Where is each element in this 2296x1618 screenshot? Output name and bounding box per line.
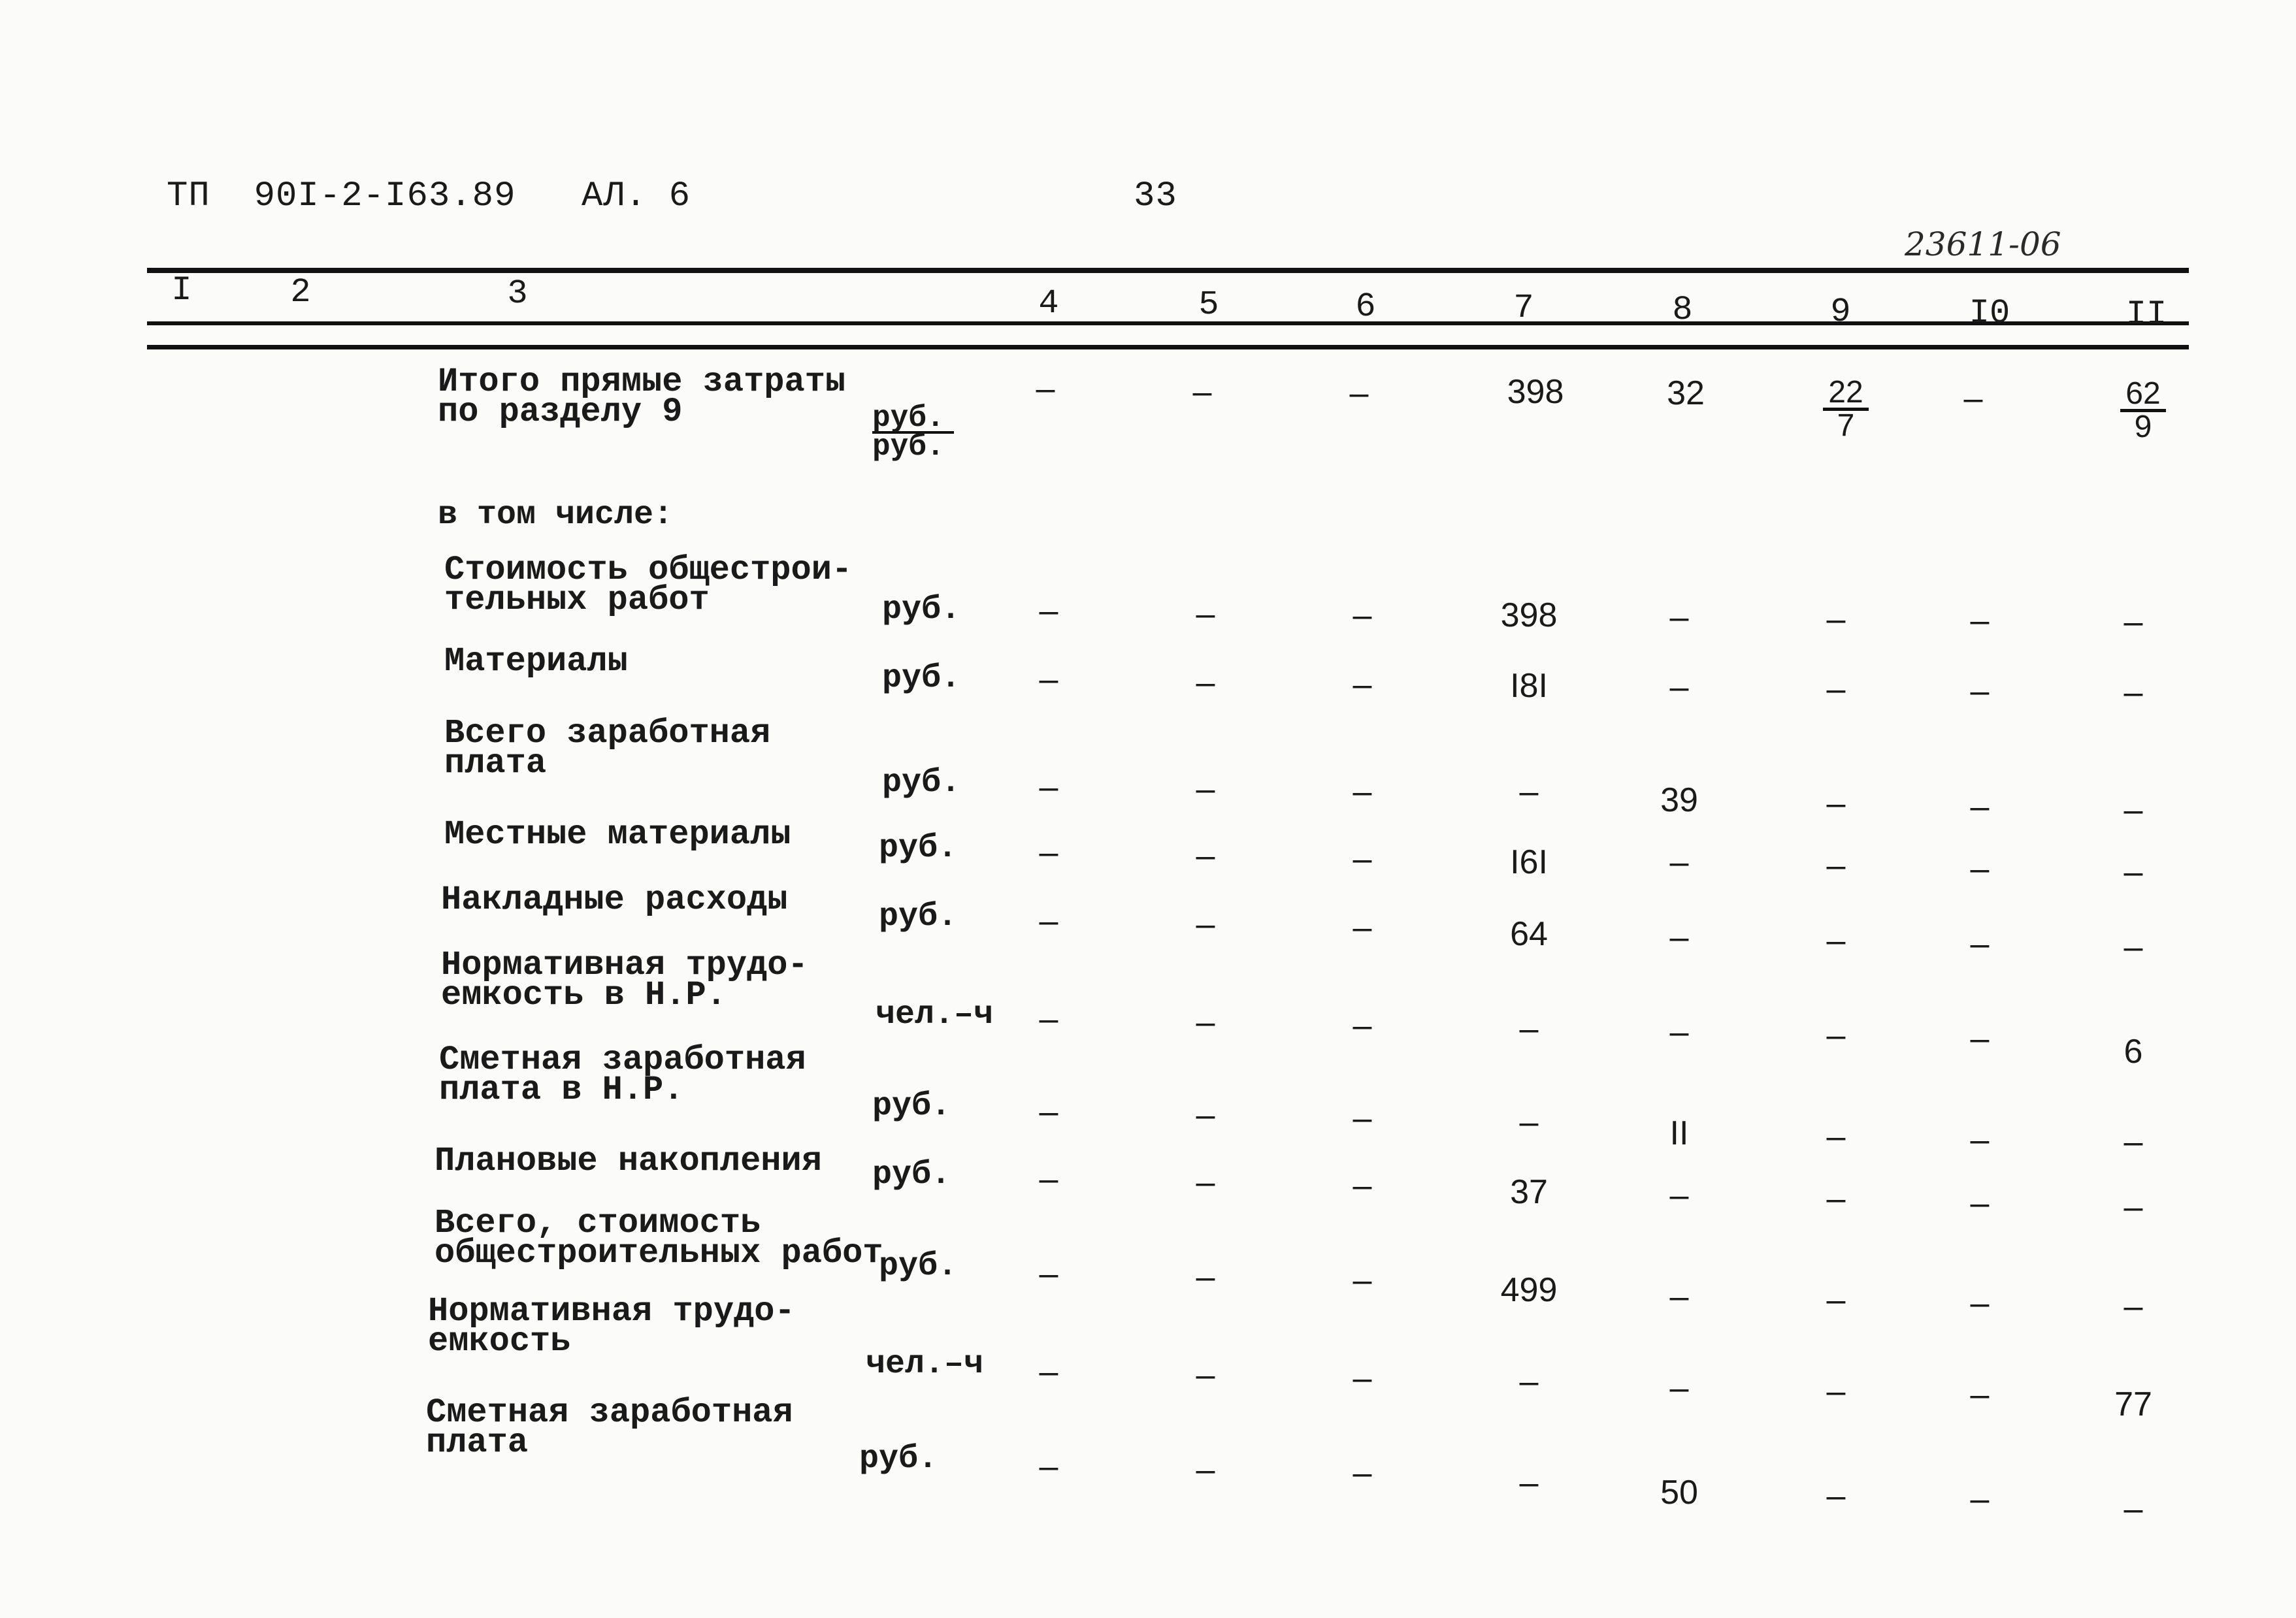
col-header-6: 6 — [1355, 287, 1376, 326]
row-description: Нормативная трудо- емкость в Н.Р. — [441, 946, 808, 1014]
cell-col4: – — [1039, 833, 1058, 871]
cell-col6: – — [1353, 1359, 1372, 1397]
cell-col4: – — [1039, 1093, 1058, 1131]
cell-col11-fraction — [2097, 376, 2189, 444]
col-header-10: I0 — [1969, 294, 2010, 332]
cell-col11: – — [2124, 603, 2143, 641]
row-description: Плановые накопления — [435, 1142, 822, 1180]
row-description: Местные материалы — [444, 815, 791, 854]
cell-col8: – — [1669, 1278, 1689, 1316]
cell-col7: – — [1519, 773, 1539, 811]
cell-col6: – — [1353, 773, 1372, 811]
cell-col11: – — [2124, 1287, 2143, 1325]
cell-col5: – — [1196, 837, 1215, 875]
cell-col8: 50 — [1660, 1474, 1698, 1512]
cell-col4: – — [1039, 902, 1058, 940]
cell-col11: – — [2124, 673, 2143, 711]
cell-col5: – — [1196, 595, 1215, 633]
cell-col6: – — [1353, 1261, 1372, 1299]
cell-col9: – — [1826, 670, 1846, 708]
cell-col7: – — [1519, 1363, 1539, 1400]
row-description: Всего заработная плата — [444, 714, 771, 783]
row-unit: чел.–ч — [866, 1346, 984, 1383]
row-unit: руб. — [859, 1440, 938, 1478]
cell-col4: – — [1039, 1000, 1058, 1038]
row-description: Сметная заработная плата — [426, 1393, 793, 1462]
row-unit: руб. — [879, 1248, 958, 1285]
cell-col8: – — [1669, 843, 1689, 881]
cell-col10: – — [1970, 602, 1990, 639]
cell-col4: – — [1039, 660, 1058, 698]
cell-col8: – — [1669, 598, 1689, 636]
cell-col5: – — [1192, 373, 1212, 411]
cell-col5: – — [1196, 770, 1215, 808]
cell-col9-fraction — [1800, 375, 1892, 443]
cell-col8: II — [1669, 1114, 1689, 1152]
cell-col6: – — [1353, 1167, 1372, 1205]
row-description: Материалы — [444, 642, 628, 681]
cell-col9: – — [1826, 847, 1846, 884]
row-unit: руб. — [872, 1088, 951, 1125]
cell-col10: – — [1970, 1480, 1990, 1518]
cell-col10: – — [1963, 380, 1983, 417]
cell-col10: – — [1970, 672, 1990, 710]
cell-col7: I8I — [1510, 667, 1548, 705]
cell-col4: – — [1039, 1160, 1058, 1198]
row-unit-fraction — [872, 401, 954, 464]
cell-col5: – — [1196, 1163, 1215, 1201]
row-description: Нормативная трудо- емкость — [428, 1292, 795, 1361]
cell-col6: – — [1353, 596, 1372, 634]
cell-col7: 37 — [1510, 1173, 1548, 1211]
col11-numerator: 62 — [2120, 379, 2166, 412]
row-unit: руб. — [872, 1156, 951, 1193]
cell-col11: – — [2124, 1123, 2143, 1161]
header-bottom-rule — [147, 321, 2189, 325]
cell-col8: – — [1669, 1013, 1689, 1051]
cell-col9: – — [1826, 1016, 1846, 1054]
cell-col7: 499 — [1500, 1271, 1558, 1309]
cell-col4: – — [1039, 1255, 1058, 1293]
col-header-8: 8 — [1672, 291, 1693, 329]
cell-col5: – — [1196, 1258, 1215, 1296]
cell-col10: – — [1970, 1376, 1990, 1414]
inventory-stamp: 23611-06 — [1905, 225, 2061, 263]
cell-col5: – — [1196, 1096, 1215, 1134]
row-description: Накладные расходы — [441, 881, 788, 919]
col9-denominator: 7 — [1837, 408, 1855, 443]
col-header-4: 4 — [1038, 284, 1059, 323]
cell-col4: – — [1039, 1353, 1058, 1391]
cell-col11: – — [2124, 928, 2143, 966]
cell-col6: – — [1353, 1454, 1372, 1492]
cell-col7: – — [1519, 1464, 1539, 1502]
row-description: Всего, стоимость общестроительных работ — [435, 1204, 883, 1272]
cell-col11: 6 — [2124, 1033, 2143, 1071]
cell-col5: – — [1196, 1356, 1215, 1394]
row-unit: руб. — [879, 898, 958, 935]
cell-col6: – — [1349, 374, 1369, 412]
cell-col9: – — [1826, 1372, 1846, 1410]
cell-col4: – — [1039, 768, 1058, 806]
cell-col5: – — [1196, 1003, 1215, 1041]
cell-col7: – — [1519, 1103, 1539, 1141]
cell-col5: – — [1196, 664, 1215, 702]
cell-col9: – — [1826, 785, 1846, 822]
cell-col9: – — [1826, 922, 1846, 960]
cell-col4: – — [1039, 592, 1058, 630]
row-unit: руб. — [882, 764, 961, 801]
cell-col8: 32 — [1667, 374, 1705, 412]
cell-col5: – — [1196, 1451, 1215, 1489]
cell-col10: – — [1970, 1121, 1990, 1159]
row-description: Сметная заработная плата в Н.Р. — [439, 1041, 806, 1109]
cell-col10: – — [1970, 1284, 1990, 1322]
cell-col8: – — [1669, 1176, 1689, 1214]
cell-col4: – — [1036, 370, 1055, 408]
cell-col6: – — [1353, 1099, 1372, 1137]
row-unit: руб. — [882, 660, 961, 697]
cell-col11: – — [2124, 791, 2143, 829]
cell-col9: – — [1826, 1281, 1846, 1319]
cell-col9: – — [1826, 1118, 1846, 1156]
cell-col10: – — [1970, 788, 1990, 826]
cell-col6: – — [1353, 666, 1372, 704]
cell-col7: 398 — [1500, 596, 1558, 634]
document-code: ТП 90I-2-I63.89 — [167, 176, 516, 216]
col-header-2: 2 — [290, 273, 311, 312]
cell-col8: – — [1669, 1369, 1689, 1407]
col11-denominator: 9 — [2134, 410, 2152, 444]
cell-col6: – — [1353, 1007, 1372, 1044]
table-top-rule — [147, 268, 2189, 273]
cell-col6: – — [1353, 909, 1372, 947]
cell-col7: I6I — [1510, 843, 1548, 881]
row-unit: чел.–ч — [876, 996, 994, 1033]
col-header-3: 3 — [507, 274, 528, 313]
cell-col10: – — [1970, 1020, 1990, 1058]
cell-col11: 77 — [2114, 1385, 2152, 1423]
cell-col7: – — [1519, 1010, 1539, 1048]
cell-col6: – — [1353, 840, 1372, 878]
page-number: 33 — [1134, 176, 1177, 216]
unit-numerator: руб. — [872, 405, 954, 434]
cell-col11: – — [2124, 1188, 2143, 1226]
row-description: Стоимость общестрои- тельных работ — [444, 551, 853, 619]
cell-col8: 39 — [1660, 781, 1698, 819]
cell-col10: – — [1970, 1184, 1990, 1222]
col-header-1: I — [171, 271, 192, 310]
cell-col10: – — [1970, 925, 1990, 963]
cell-col9: – — [1826, 1180, 1846, 1218]
cell-col9: – — [1826, 1477, 1846, 1515]
header-second-rule — [147, 345, 2189, 349]
cell-col7: 64 — [1510, 915, 1548, 953]
row-description: Итого прямые затраты по разделу 9 — [438, 363, 846, 431]
cell-col8: – — [1669, 668, 1689, 706]
row-unit: руб. — [882, 591, 961, 628]
row-unit: руб. — [879, 830, 958, 867]
col-header-11: II — [2125, 295, 2167, 334]
cell-col5: – — [1196, 905, 1215, 943]
album-number: АЛ. 6 — [582, 176, 691, 216]
col-header-9: 9 — [1830, 293, 1851, 331]
cell-col10: – — [1970, 850, 1990, 888]
cell-col11: – — [2124, 1490, 2143, 1528]
unit-denominator: руб. — [872, 430, 945, 464]
col-header-7: 7 — [1513, 289, 1534, 327]
cell-col4: – — [1039, 1448, 1058, 1485]
col9-numerator: 22 — [1823, 378, 1869, 411]
cell-col9: – — [1826, 600, 1846, 638]
subheading-including: в том числе: — [438, 496, 674, 534]
col-header-5: 5 — [1198, 285, 1219, 324]
cell-col8: – — [1669, 918, 1689, 956]
cell-col11: – — [2124, 853, 2143, 891]
cell-col7: 398 — [1507, 373, 1564, 411]
